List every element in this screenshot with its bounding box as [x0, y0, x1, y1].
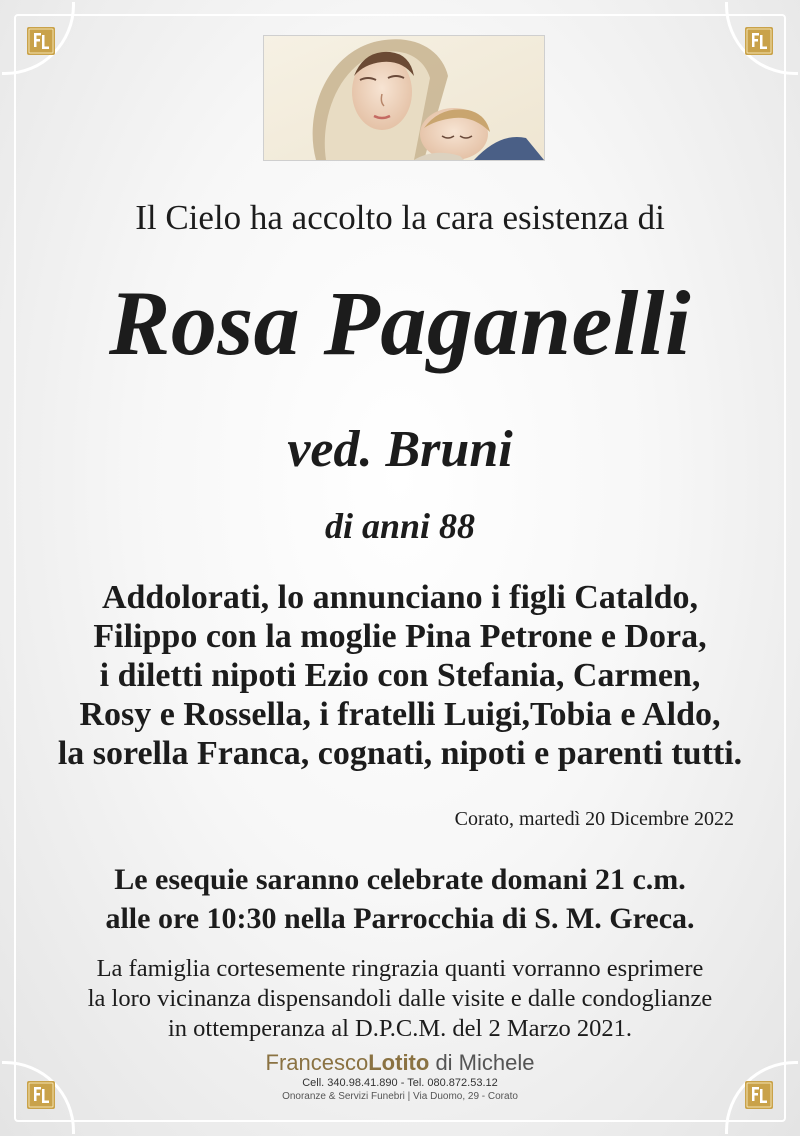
funeral-line: Le esequie saranno celebrate domani 21 c.m. — [114, 863, 686, 896]
agency-first-name: Francesco — [265, 1050, 369, 1075]
agency-contact: Cell. 340.98.41.890 - Tel. 080.872.53.12 — [302, 1077, 498, 1089]
thanks-line: La famiglia cortesemente ringrazia quanti vorranno esprimere — [96, 955, 704, 982]
thanks-line: in ottemperanza al D.P.C.M. del 2 Marzo 2021. — [167, 1015, 633, 1042]
agency-last-name: Lotito — [368, 1050, 430, 1075]
deceased-name: Rosa Paganelli — [108, 272, 692, 374]
thanks-line: la loro vicinanza dispensandoli dalle visite e dalle condoglianze — [87, 985, 713, 1012]
agency-address: Onoranze & Servizi Funebri | Via Duomo, 29 - Corato — [282, 1091, 518, 1102]
agency-suffix: di Michele — [429, 1050, 535, 1075]
madonna-and-child-image — [263, 35, 545, 161]
intro-text: Il Cielo ha accolto la cara esistenza di — [135, 198, 665, 237]
place-and-date: Corato, martedì 20 Dicembre 2022 — [454, 808, 734, 830]
widow-of-text: ved. Bruni — [287, 421, 513, 478]
agency-name — [0, 1050, 800, 1076]
funeral-line: alle ore 10:30 nella Parrocchia di S. M. Greca. — [105, 902, 695, 935]
announcement-line: i diletti nipoti Ezio con Stefania, Carmen, — [99, 657, 701, 694]
thanks-paragraph — [0, 954, 800, 1044]
madonna-and-child-icon — [264, 36, 544, 160]
announcement-line: Addolorati, lo annunciano i figli Cataldo, — [101, 579, 699, 616]
funeral-agency-signature — [0, 1050, 800, 1104]
agency-logo-icon — [744, 26, 774, 56]
funeral-details — [0, 860, 800, 938]
announcement-line: Rosy e Rossella, i fratelli Luigi,Tobia e Aldo, — [79, 696, 721, 733]
age-text: di anni 88 — [324, 506, 476, 546]
agency-logo-icon — [26, 26, 56, 56]
announcement-paragraph — [40, 578, 760, 773]
announcement-line: Filippo con la moglie Pina Petrone e Dora, — [93, 618, 707, 655]
announcement-line: la sorella Franca, cognati, nipoti e parenti tutti. — [57, 735, 743, 772]
